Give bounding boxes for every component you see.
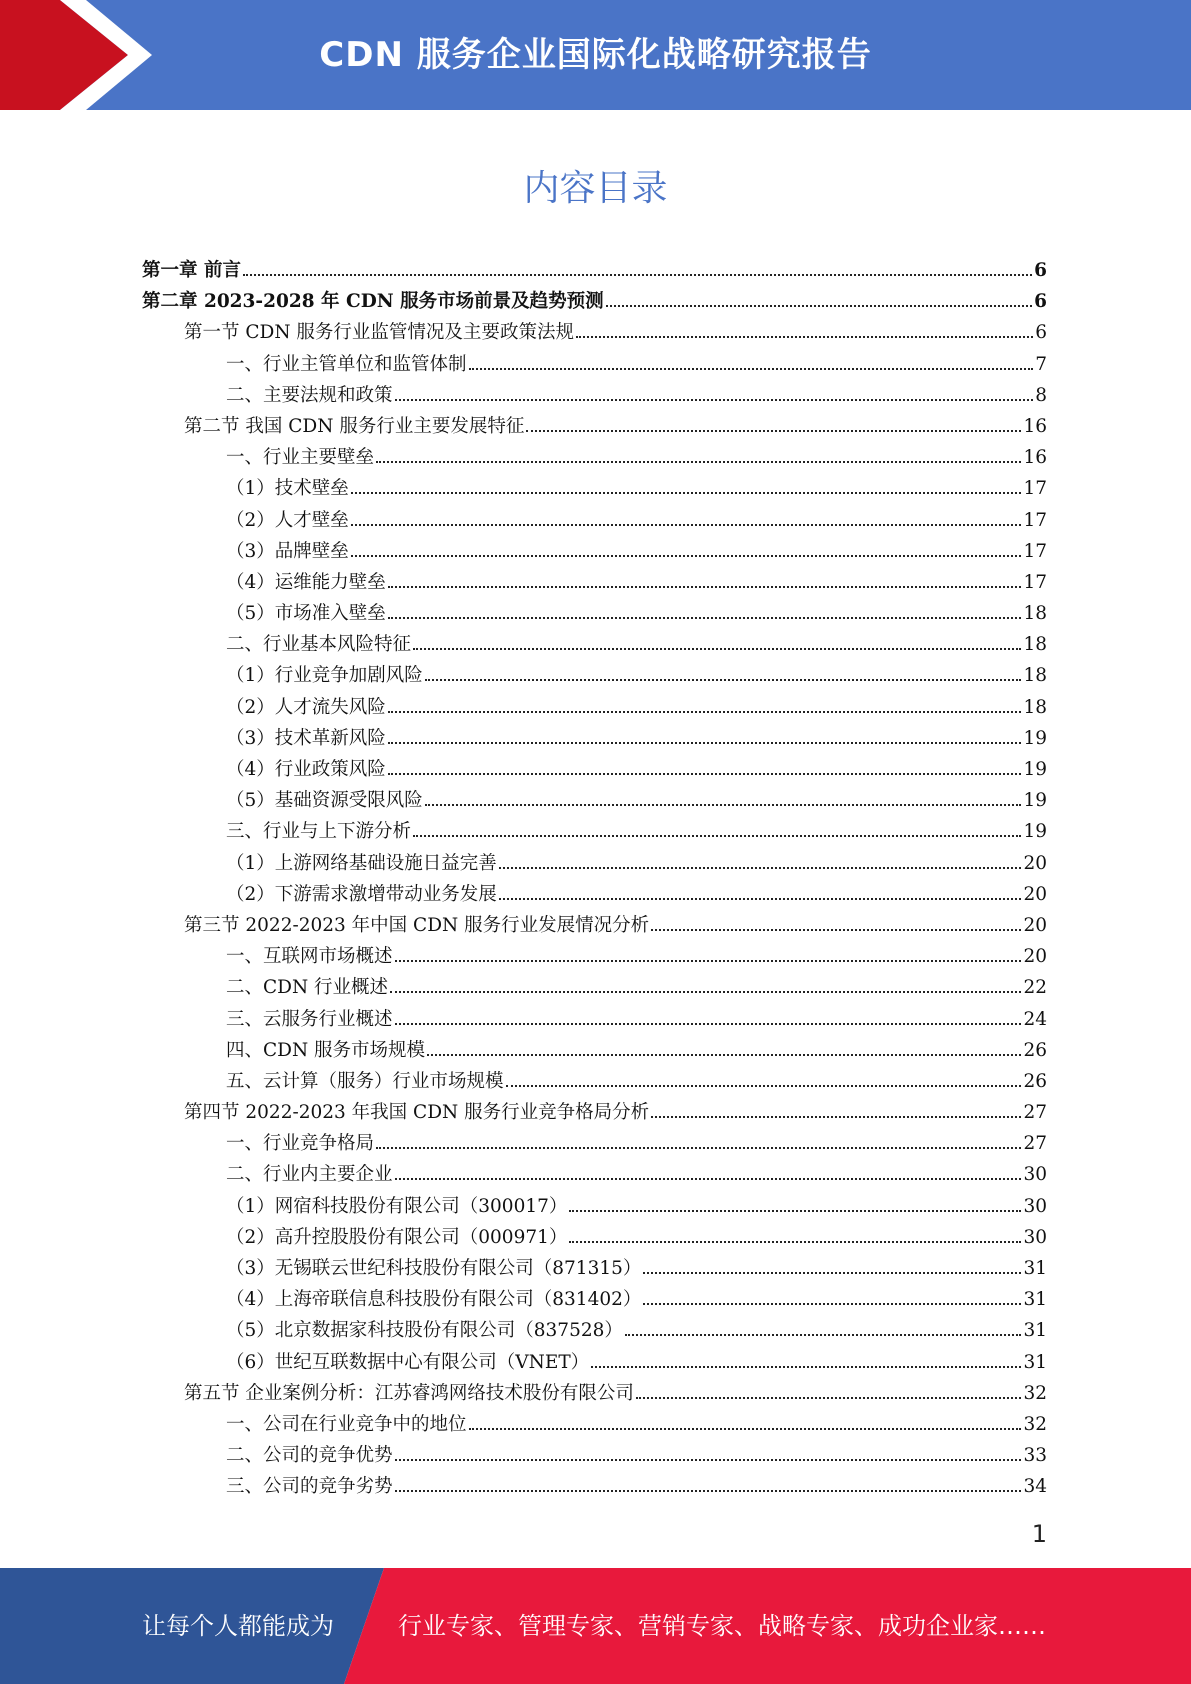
toc-leader-dots bbox=[395, 1003, 1022, 1025]
toc-entry-text: 第一章 前言 bbox=[142, 260, 241, 281]
toc-leader-dots bbox=[576, 316, 1033, 338]
toc-entry-text: 四、CDN 服务市场规模 bbox=[226, 1039, 426, 1061]
toc-entry-text: 二、行业内主要企业 bbox=[226, 1164, 393, 1186]
toc-entry-text: （5）北京数据家科技股份有限公司（837528） bbox=[226, 1320, 623, 1342]
toc-entry-page: 24 bbox=[1023, 1008, 1047, 1030]
toc-leader-dots bbox=[643, 1252, 1021, 1274]
toc-leader-dots bbox=[427, 1034, 1021, 1056]
toc-entry[interactable] bbox=[142, 441, 1047, 472]
toc-entry-page: 20 bbox=[1023, 883, 1047, 905]
report-title: CDN 服务企业国际化战略研究报告 bbox=[319, 35, 872, 75]
toc-leader-dots bbox=[413, 628, 1021, 650]
toc-leader-dots bbox=[388, 597, 1022, 619]
toc-entry[interactable] bbox=[142, 1003, 1047, 1034]
toc-entry[interactable] bbox=[142, 1346, 1047, 1377]
toc-entry-page: 20 bbox=[1023, 946, 1047, 968]
toc-entry-text: 第一节 CDN 服务行业监管情况及主要政策法规 bbox=[184, 322, 574, 344]
footer-slogan-left: 让每个人都能成为 bbox=[142, 1612, 334, 1640]
toc-entry-page: 6 bbox=[1035, 322, 1047, 344]
toc-leader-dots bbox=[499, 847, 1022, 869]
toc-entry-page: 19 bbox=[1023, 790, 1047, 812]
toc-entry-text: 第二章 2023-2028 年 CDN 服务市场前景及趋势预测 bbox=[142, 291, 604, 313]
toc-leader-dots bbox=[395, 1439, 1022, 1461]
toc-entry-page: 31 bbox=[1023, 1351, 1047, 1373]
toc-leader-dots bbox=[425, 659, 1022, 681]
footer-slogan-right: 行业专家、管理专家、营销专家、战略专家、成功企业家…… bbox=[398, 1612, 1046, 1640]
toc-entry[interactable] bbox=[142, 1127, 1047, 1158]
toc-entry[interactable] bbox=[142, 940, 1047, 971]
toc-entry[interactable] bbox=[142, 691, 1047, 722]
toc-entry-text: 第五节 企业案例分析：江苏睿鸿网络技术股份有限公司 bbox=[184, 1382, 634, 1404]
toc-entry[interactable] bbox=[142, 628, 1047, 659]
toc-entry-page: 17 bbox=[1023, 540, 1047, 562]
toc-entry-page: 26 bbox=[1023, 1070, 1047, 1092]
toc-entry-page: 17 bbox=[1023, 509, 1047, 531]
toc-entry-page: 31 bbox=[1023, 1258, 1047, 1279]
toc-entry[interactable] bbox=[142, 410, 1047, 441]
toc-entry-page: 30 bbox=[1023, 1226, 1047, 1248]
toc-entry[interactable] bbox=[142, 1314, 1047, 1345]
toc-leader-dots bbox=[569, 1190, 1021, 1212]
toc-entry-page: 18 bbox=[1023, 634, 1047, 656]
toc-entry-text: 三、云服务行业概述 bbox=[226, 1008, 393, 1030]
toc-entry-page: 31 bbox=[1023, 1289, 1047, 1311]
page-header bbox=[0, 0, 1191, 110]
toc-entry-page: 34 bbox=[1023, 1476, 1047, 1498]
toc-leader-dots bbox=[499, 878, 1022, 900]
toc-entry[interactable] bbox=[142, 909, 1047, 940]
toc-entry-page: 27 bbox=[1023, 1102, 1047, 1124]
table-of-contents bbox=[142, 254, 1047, 1502]
toc-entry-text: （2）下游需求激增带动业务发展 bbox=[226, 883, 497, 905]
toc-entry-text: （2）高升控股股份有限公司（000971） bbox=[226, 1226, 568, 1248]
page-footer bbox=[0, 1568, 1191, 1684]
toc-entry-text: （2）人才壁垒 bbox=[226, 509, 349, 531]
toc-entry-page: 20 bbox=[1023, 914, 1047, 936]
toc-entry[interactable] bbox=[142, 1190, 1047, 1221]
toc-leader-dots bbox=[395, 1470, 1022, 1492]
toc-leader-dots bbox=[651, 909, 1021, 931]
toc-entry[interactable] bbox=[142, 1221, 1047, 1252]
toc-entry-text: （3）品牌壁垒 bbox=[226, 540, 349, 562]
toc-entry-text: （1）上游网络基础设施日益完善 bbox=[226, 852, 497, 874]
toc-entry-page: 16 bbox=[1023, 447, 1047, 469]
toc-entry-page: 26 bbox=[1023, 1039, 1047, 1061]
toc-entry-page: 6 bbox=[1034, 291, 1047, 313]
toc-entry-text: （2）人才流失风险 bbox=[226, 696, 386, 718]
toc-leader-dots bbox=[395, 379, 1034, 401]
toc-entry[interactable] bbox=[142, 878, 1047, 909]
toc-entry-text: 三、公司的竞争劣势 bbox=[226, 1476, 393, 1498]
toc-entry[interactable] bbox=[142, 753, 1047, 784]
toc-entry[interactable] bbox=[142, 815, 1047, 846]
page-number: 1 bbox=[1031, 1520, 1047, 1548]
toc-entry[interactable] bbox=[142, 348, 1047, 379]
toc-entry-page: 19 bbox=[1023, 727, 1047, 749]
toc-leader-dots bbox=[591, 1346, 1021, 1368]
toc-entry-text: 二、主要法规和政策 bbox=[226, 384, 393, 406]
toc-entry-text: 二、CDN 行业概述 bbox=[226, 977, 389, 999]
toc-leader-dots bbox=[651, 1096, 1021, 1118]
toc-leader-dots bbox=[388, 722, 1022, 744]
toc-entry[interactable] bbox=[142, 784, 1047, 815]
toc-leader-dots bbox=[413, 815, 1021, 837]
toc-entry-text: 二、行业基本风险特征 bbox=[226, 634, 412, 656]
toc-leader-dots bbox=[243, 254, 1032, 276]
toc-entry-text: 一、行业主要壁垒 bbox=[226, 447, 375, 469]
toc-leader-dots bbox=[395, 1158, 1022, 1180]
toc-entry-text: （4）运维能力壁垒 bbox=[226, 571, 386, 593]
toc-entry-page: 6 bbox=[1034, 260, 1047, 281]
toc-entry[interactable] bbox=[142, 566, 1047, 597]
toc-entry-page: 18 bbox=[1023, 603, 1047, 625]
toc-entry[interactable] bbox=[142, 1034, 1047, 1065]
toc-leader-dots bbox=[351, 504, 1022, 526]
toc-entry[interactable] bbox=[142, 597, 1047, 628]
toc-leader-dots bbox=[506, 1065, 1022, 1087]
toc-entry-page: 18 bbox=[1023, 665, 1047, 687]
toc-entry-page: 32 bbox=[1023, 1413, 1047, 1435]
toc-entry-text: 一、互联网市场概述 bbox=[226, 946, 393, 968]
toc-leader-dots bbox=[425, 784, 1022, 806]
toc-entry[interactable] bbox=[142, 1439, 1047, 1470]
toc-entry-page: 19 bbox=[1023, 759, 1047, 780]
toc-entry[interactable] bbox=[142, 847, 1047, 878]
toc-entry[interactable] bbox=[142, 1065, 1047, 1096]
toc-entry[interactable] bbox=[142, 1158, 1047, 1189]
toc-entry-page: 16 bbox=[1023, 415, 1047, 437]
toc-entry-page: 17 bbox=[1023, 571, 1047, 593]
toc-entry-text: （5）基础资源受限风险 bbox=[226, 790, 423, 812]
toc-entry-text: （1）技术壁垒 bbox=[226, 478, 349, 500]
toc-entry[interactable] bbox=[142, 1252, 1047, 1283]
toc-entry[interactable] bbox=[142, 1377, 1047, 1408]
toc-entry-text: （4）行业政策风险 bbox=[226, 759, 386, 780]
toc-entry-page: 33 bbox=[1023, 1445, 1047, 1467]
toc-leader-dots bbox=[526, 410, 1021, 432]
toc-entry-text: （1）行业竞争加剧风险 bbox=[226, 665, 423, 687]
toc-leader-dots bbox=[469, 1408, 1022, 1430]
toc-leader-dots bbox=[388, 691, 1022, 713]
toc-leader-dots bbox=[376, 441, 1021, 463]
toc-entry-page: 30 bbox=[1023, 1195, 1047, 1217]
toc-entry[interactable] bbox=[142, 535, 1047, 566]
toc-leader-dots bbox=[388, 753, 1022, 775]
toc-entry-text: 二、公司的竞争优势 bbox=[226, 1445, 393, 1467]
toc-heading: 内容目录 bbox=[523, 168, 668, 209]
toc-entry-text: 三、行业与上下游分析 bbox=[226, 821, 412, 843]
toc-entry-page: 8 bbox=[1035, 384, 1047, 406]
toc-entry-page: 32 bbox=[1023, 1382, 1047, 1404]
toc-entry-page: 27 bbox=[1023, 1133, 1047, 1155]
toc-entry-text: 一、行业竞争格局 bbox=[226, 1133, 375, 1155]
toc-entry-text: 第二节 我国 CDN 服务行业主要发展特征 bbox=[184, 415, 525, 437]
toc-entry[interactable] bbox=[142, 1408, 1047, 1439]
toc-entry-page: 17 bbox=[1023, 478, 1047, 500]
toc-entry-text: 一、公司在行业竞争中的地位 bbox=[226, 1413, 467, 1435]
toc-leader-dots bbox=[395, 940, 1022, 962]
toc-entry[interactable] bbox=[142, 1096, 1047, 1127]
toc-leader-dots bbox=[625, 1314, 1022, 1336]
toc-entry-text: 第四节 2022-2023 年我国 CDN 服务行业竞争格局分析 bbox=[184, 1102, 650, 1124]
toc-entry[interactable] bbox=[142, 316, 1047, 347]
toc-leader-dots bbox=[643, 1283, 1021, 1305]
toc-entry-text: （1）网宿科技股份有限公司（300017） bbox=[226, 1195, 568, 1217]
toc-entry[interactable] bbox=[142, 379, 1047, 410]
toc-entry[interactable] bbox=[142, 254, 1047, 285]
toc-entry-text: （6）世纪互联数据中心有限公司（VNET） bbox=[226, 1351, 590, 1373]
toc-entry[interactable] bbox=[142, 472, 1047, 503]
toc-entry[interactable] bbox=[142, 1470, 1047, 1501]
toc-leader-dots bbox=[388, 566, 1022, 588]
toc-entry[interactable] bbox=[142, 504, 1047, 535]
toc-entry[interactable] bbox=[142, 285, 1047, 316]
toc-leader-dots bbox=[469, 348, 1034, 370]
toc-leader-dots bbox=[606, 285, 1033, 307]
toc-entry[interactable] bbox=[142, 659, 1047, 690]
toc-entry-page: 18 bbox=[1023, 696, 1047, 718]
toc-leader-dots bbox=[569, 1221, 1021, 1243]
toc-entry-page: 31 bbox=[1023, 1320, 1047, 1342]
toc-leader-dots bbox=[376, 1127, 1021, 1149]
toc-leader-dots bbox=[636, 1377, 1022, 1399]
toc-leader-dots bbox=[351, 472, 1022, 494]
toc-entry-text: （3）无锡联云世纪科技股份有限公司（871315） bbox=[226, 1258, 642, 1279]
toc-entry[interactable] bbox=[142, 1283, 1047, 1314]
toc-entry-page: 7 bbox=[1035, 353, 1047, 375]
toc-entry-text: （3）技术革新风险 bbox=[226, 727, 386, 749]
toc-entry-text: （4）上海帝联信息科技股份有限公司（831402） bbox=[226, 1289, 642, 1311]
toc-entry-page: 30 bbox=[1023, 1164, 1047, 1186]
toc-entry-text: （5）市场准入壁垒 bbox=[226, 603, 386, 625]
toc-leader-dots bbox=[351, 535, 1022, 557]
toc-entry-page: 22 bbox=[1023, 977, 1047, 999]
toc-entry-page: 19 bbox=[1023, 821, 1047, 843]
toc-entry[interactable] bbox=[142, 722, 1047, 753]
toc-leader-dots bbox=[390, 971, 1021, 993]
toc-entry-text: 五、云计算（服务）行业市场规模 bbox=[226, 1070, 504, 1092]
toc-entry[interactable] bbox=[142, 971, 1047, 1002]
toc-entry-page: 20 bbox=[1023, 852, 1047, 874]
toc-entry-text: 一、行业主管单位和监管体制 bbox=[226, 353, 467, 375]
toc-entry-text: 第三节 2022-2023 年中国 CDN 服务行业发展情况分析 bbox=[184, 914, 650, 936]
